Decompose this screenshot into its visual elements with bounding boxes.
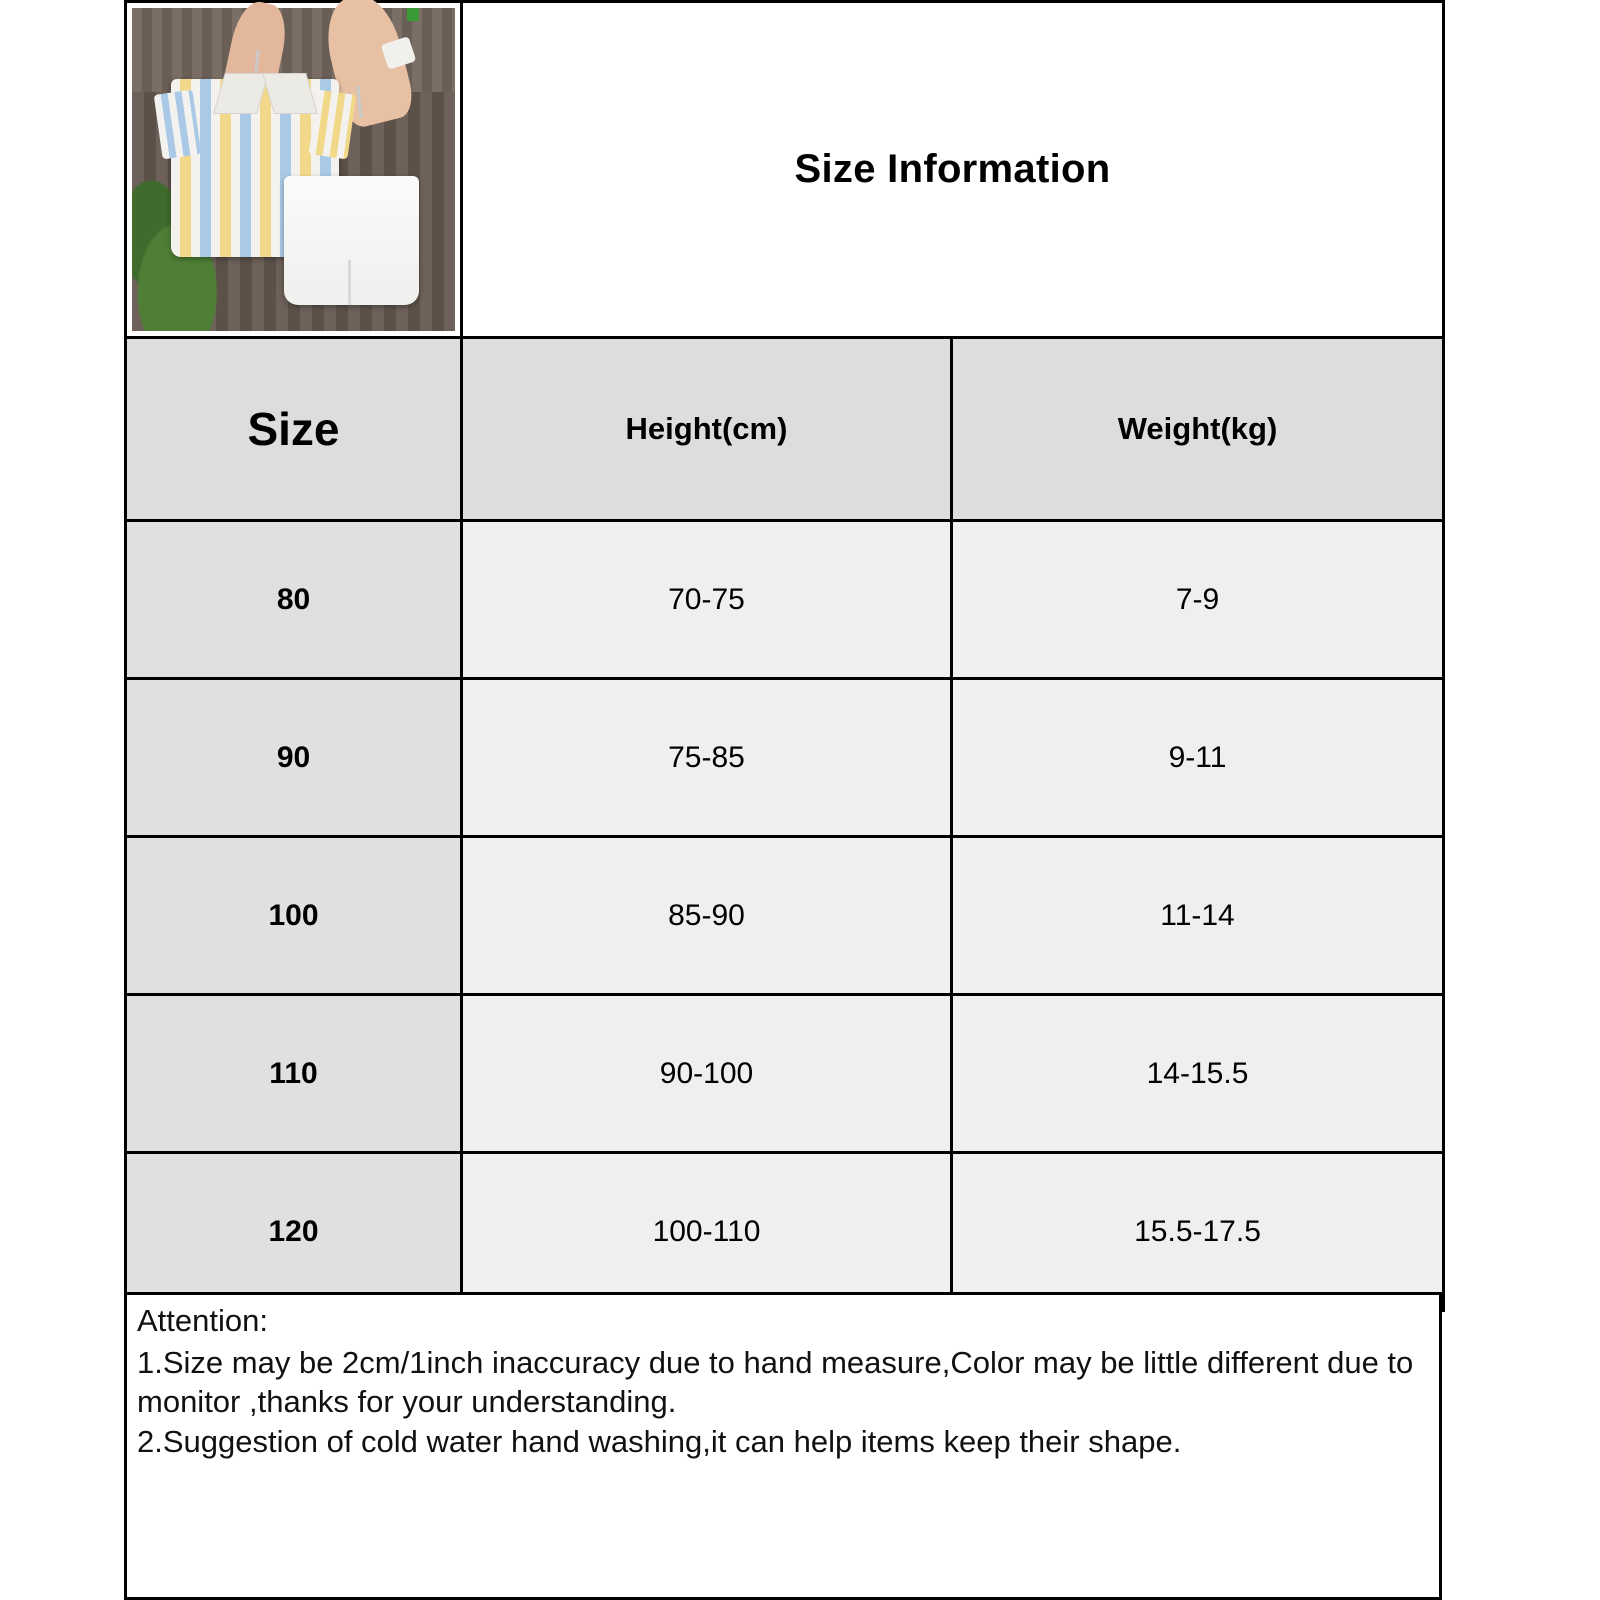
cell-weight: 7-9 (952, 521, 1444, 679)
cell-weight: 15.5-17.5 (952, 1153, 1444, 1311)
cell-height: 90-100 (462, 995, 952, 1153)
cell-size: 100 (126, 837, 462, 995)
table-row (126, 679, 1444, 837)
white-shorts (284, 176, 420, 305)
column-header-size: Size (126, 338, 462, 521)
cell-height: 100-110 (462, 1153, 952, 1311)
attention-line-2: 2.Suggestion of cold water hand washing,it can help items keep their shape. (137, 1424, 1182, 1460)
cell-height: 75-85 (462, 679, 952, 837)
cell-weight: 11-14 (952, 837, 1444, 995)
table-row (126, 995, 1444, 1153)
column-header-height: Height(cm) (462, 338, 952, 521)
cell-size: 110 (126, 995, 462, 1153)
cell-height: 70-75 (462, 521, 952, 679)
shorts-seam (348, 260, 351, 305)
cell-size: 120 (126, 1153, 462, 1311)
cell-height: 85-90 (462, 837, 952, 995)
cell-size: 80 (126, 521, 462, 679)
attention-block (124, 1292, 1442, 1600)
photo-green-accent (407, 8, 420, 21)
size-information-table (124, 0, 1445, 1312)
attention-label: Attention: (137, 1303, 268, 1338)
table-row (126, 1153, 1444, 1311)
table-row (126, 521, 1444, 679)
column-header-weight: Weight(kg) (952, 338, 1444, 521)
product-photo (132, 8, 455, 331)
cell-weight: 9-11 (952, 679, 1444, 837)
attention-line-1: 1.Size may be 2cm/1inch inaccuracy due to hand measure,Color may be little different due to monitor ,thanks for your understanding. (137, 1344, 1414, 1420)
table-row (126, 837, 1444, 995)
table-header-row-title (126, 2, 1444, 338)
cell-size: 90 (126, 679, 462, 837)
product-photo-cell (126, 2, 462, 338)
table-header-row (126, 338, 1444, 521)
cell-weight: 14-15.5 (952, 995, 1444, 1153)
shirt-sleeve-right (309, 90, 356, 159)
page-title: Size Information (462, 2, 1444, 338)
